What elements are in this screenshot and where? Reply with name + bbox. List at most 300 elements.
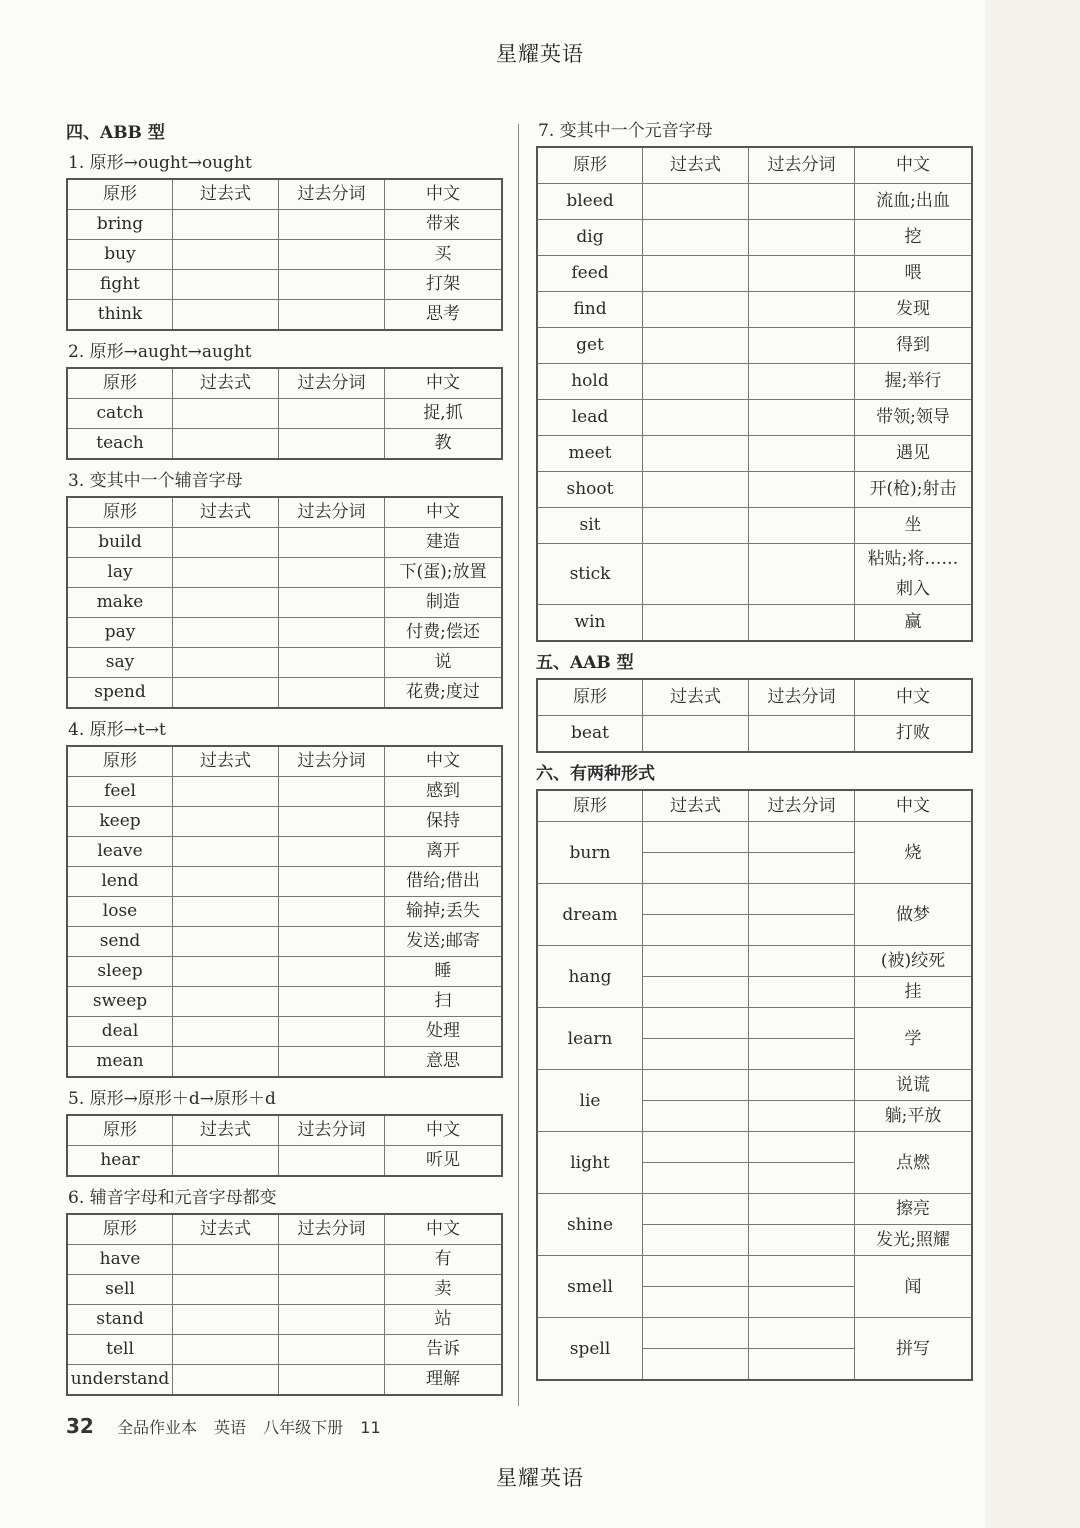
past-participle-blank[interactable] bbox=[279, 240, 385, 270]
base-form-cell: sell bbox=[67, 1275, 173, 1305]
verb-table bbox=[536, 146, 973, 642]
chinese-meaning-cell: 发光;照耀 bbox=[855, 1225, 973, 1256]
base-form-cell: shine bbox=[537, 1194, 643, 1256]
base-form-cell: win bbox=[537, 605, 643, 642]
past-tense-blank[interactable] bbox=[643, 292, 749, 328]
table-header-row bbox=[67, 497, 502, 528]
base-form-cell: get bbox=[537, 328, 643, 364]
past-participle-blank[interactable] bbox=[749, 184, 855, 220]
chinese-meaning-cell: 教 bbox=[385, 429, 503, 460]
past-participle-blank[interactable] bbox=[749, 292, 855, 328]
past-tense-blank[interactable] bbox=[173, 807, 279, 837]
chinese-meaning-cell: 坐 bbox=[855, 508, 973, 544]
past-participle-blank[interactable] bbox=[749, 1039, 855, 1070]
chinese-meaning-cell: 带领;领导 bbox=[855, 400, 973, 436]
table-row bbox=[67, 1017, 502, 1047]
table-header-row bbox=[67, 179, 502, 210]
base-form-cell: meet bbox=[537, 436, 643, 472]
base-form-cell: spend bbox=[67, 678, 173, 709]
past-tense-blank[interactable] bbox=[643, 822, 749, 853]
past-tense-blank[interactable] bbox=[643, 605, 749, 642]
watermark-top: 星耀英语 bbox=[496, 42, 584, 66]
header-cell: 过去分词 bbox=[279, 1115, 385, 1146]
chinese-meaning-cell: 花费;度过 bbox=[385, 678, 503, 709]
past-tense-blank[interactable] bbox=[173, 240, 279, 270]
past-participle-blank[interactable] bbox=[749, 605, 855, 642]
table-row bbox=[67, 240, 502, 270]
past-tense-blank[interactable] bbox=[643, 915, 749, 946]
chinese-meaning-cell: 意思 bbox=[385, 1047, 503, 1078]
header-cell: 原形 bbox=[537, 147, 643, 184]
base-form-cell: bleed bbox=[537, 184, 643, 220]
table-row bbox=[537, 508, 972, 544]
past-participle-blank[interactable] bbox=[279, 1245, 385, 1275]
table-row bbox=[67, 867, 502, 897]
table-row bbox=[537, 884, 972, 915]
past-tense-blank[interactable] bbox=[643, 436, 749, 472]
base-form-cell: sit bbox=[537, 508, 643, 544]
table-row bbox=[67, 528, 502, 558]
past-participle-blank[interactable] bbox=[279, 777, 385, 807]
past-participle-blank[interactable] bbox=[279, 1305, 385, 1335]
past-participle-blank[interactable] bbox=[749, 822, 855, 853]
past-participle-blank[interactable] bbox=[279, 1146, 385, 1177]
header-cell: 中文 bbox=[385, 368, 503, 399]
header-cell: 中文 bbox=[385, 746, 503, 777]
past-tense-blank[interactable] bbox=[173, 399, 279, 429]
past-participle-blank[interactable] bbox=[749, 436, 855, 472]
past-participle-blank[interactable] bbox=[279, 1275, 385, 1305]
past-tense-blank[interactable] bbox=[173, 897, 279, 927]
past-participle-blank[interactable] bbox=[749, 1349, 855, 1381]
past-tense-blank[interactable] bbox=[643, 977, 749, 1008]
table-row bbox=[67, 678, 502, 709]
past-tense-blank[interactable] bbox=[643, 1194, 749, 1225]
past-participle-blank[interactable] bbox=[749, 1008, 855, 1039]
past-tense-blank[interactable] bbox=[643, 1225, 749, 1256]
base-form-cell: beat bbox=[537, 716, 643, 753]
past-tense-blank[interactable] bbox=[643, 1039, 749, 1070]
table-row bbox=[67, 618, 502, 648]
base-form-cell: pay bbox=[67, 618, 173, 648]
chinese-meaning-cell: 闻 bbox=[855, 1256, 973, 1318]
base-form-cell: hold bbox=[537, 364, 643, 400]
past-tense-blank[interactable] bbox=[643, 1349, 749, 1381]
section-title-aab: 五、AAB 型 bbox=[536, 653, 634, 673]
past-participle-blank[interactable] bbox=[749, 364, 855, 400]
past-tense-blank[interactable] bbox=[643, 1318, 749, 1349]
chinese-meaning-cell: 发送;邮寄 bbox=[385, 927, 503, 957]
chinese-meaning-cell: 擦亮 bbox=[855, 1194, 973, 1225]
table-row bbox=[537, 220, 972, 256]
header-cell: 过去分词 bbox=[279, 368, 385, 399]
chinese-meaning-cell: 喂 bbox=[855, 256, 973, 292]
table-row bbox=[537, 544, 972, 575]
table-row bbox=[67, 1365, 502, 1396]
past-tense-blank[interactable] bbox=[643, 853, 749, 884]
chinese-meaning-cell: 挖 bbox=[855, 220, 973, 256]
past-tense-blank[interactable] bbox=[173, 648, 279, 678]
section-title-abb: 四、ABB 型 bbox=[66, 123, 165, 143]
base-form-cell: mean bbox=[67, 1047, 173, 1078]
chinese-meaning-cell: 做梦 bbox=[855, 884, 973, 946]
table-row bbox=[537, 472, 972, 508]
past-participle-blank[interactable] bbox=[279, 837, 385, 867]
table-header-row bbox=[67, 1115, 502, 1146]
table-row bbox=[67, 987, 502, 1017]
base-form-cell: buy bbox=[67, 240, 173, 270]
past-participle-blank[interactable] bbox=[279, 1335, 385, 1365]
chinese-meaning-cell: 告诉 bbox=[385, 1335, 503, 1365]
table-row bbox=[67, 897, 502, 927]
base-form-cell: sweep bbox=[67, 987, 173, 1017]
chinese-meaning-cell: 保持 bbox=[385, 807, 503, 837]
past-participle-blank[interactable] bbox=[279, 558, 385, 588]
table-row bbox=[537, 716, 972, 753]
past-tense-blank[interactable] bbox=[643, 544, 749, 605]
base-form-cell: lend bbox=[67, 867, 173, 897]
header-cell: 过去分词 bbox=[749, 790, 855, 822]
base-form-cell: have bbox=[67, 1245, 173, 1275]
table-row bbox=[67, 1047, 502, 1078]
past-tense-blank[interactable] bbox=[643, 884, 749, 915]
past-participle-blank[interactable] bbox=[749, 716, 855, 753]
header-cell: 原形 bbox=[67, 497, 173, 528]
past-participle-blank[interactable] bbox=[749, 1287, 855, 1318]
past-participle-blank[interactable] bbox=[749, 1256, 855, 1287]
past-participle-blank[interactable] bbox=[749, 1101, 855, 1132]
right-column bbox=[536, 116, 970, 1387]
base-form-cell: learn bbox=[537, 1008, 643, 1070]
table-row bbox=[67, 837, 502, 867]
chinese-meaning-cell: 卖 bbox=[385, 1275, 503, 1305]
past-participle-blank[interactable] bbox=[279, 429, 385, 460]
past-tense-blank[interactable] bbox=[173, 1365, 279, 1396]
past-participle-blank[interactable] bbox=[749, 256, 855, 292]
base-form-cell: tell bbox=[67, 1335, 173, 1365]
chinese-meaning-cell: 打败 bbox=[855, 716, 973, 753]
base-form-cell: stand bbox=[67, 1305, 173, 1335]
table-row bbox=[537, 256, 972, 292]
past-participle-blank[interactable] bbox=[749, 1225, 855, 1256]
verb-table bbox=[536, 789, 973, 1381]
past-tense-blank[interactable] bbox=[173, 867, 279, 897]
header-cell: 过去分词 bbox=[279, 179, 385, 210]
base-form-cell: deal bbox=[67, 1017, 173, 1047]
verb-table bbox=[66, 1114, 503, 1177]
past-participle-blank[interactable] bbox=[749, 1194, 855, 1225]
table-row bbox=[537, 605, 972, 642]
past-participle-blank[interactable] bbox=[279, 987, 385, 1017]
base-form-cell: feed bbox=[537, 256, 643, 292]
past-tense-blank[interactable] bbox=[173, 1245, 279, 1275]
chinese-meaning-cell: 发现 bbox=[855, 292, 973, 328]
past-participle-blank[interactable] bbox=[279, 807, 385, 837]
group-title: 3. 变其中一个辅音字母 bbox=[68, 471, 243, 491]
chinese-meaning-cell: 下(蛋);放置 bbox=[385, 558, 503, 588]
table-row bbox=[537, 1194, 972, 1225]
watermark-bottom: 星耀英语 bbox=[496, 1466, 584, 1490]
past-tense-blank[interactable] bbox=[643, 1101, 749, 1132]
past-participle-blank[interactable] bbox=[279, 399, 385, 429]
base-form-cell: hear bbox=[67, 1146, 173, 1177]
past-participle-blank[interactable] bbox=[279, 618, 385, 648]
chinese-meaning-cell: 输掉;丢失 bbox=[385, 897, 503, 927]
chinese-meaning-cell: (被)绞死 bbox=[855, 946, 973, 977]
table-row bbox=[537, 822, 972, 853]
past-participle-blank[interactable] bbox=[749, 544, 855, 605]
group-title: 7. 变其中一个元音字母 bbox=[538, 121, 713, 141]
table-row bbox=[67, 927, 502, 957]
chinese-meaning-cell: 思考 bbox=[385, 300, 503, 331]
past-tense-blank[interactable] bbox=[643, 364, 749, 400]
header-cell: 过去式 bbox=[173, 1214, 279, 1245]
past-participle-blank[interactable] bbox=[749, 946, 855, 977]
table-header-row bbox=[67, 746, 502, 777]
chinese-meaning-cell: 说谎 bbox=[855, 1070, 973, 1101]
chinese-meaning-cell: 刺入 bbox=[855, 574, 973, 605]
past-participle-blank[interactable] bbox=[279, 270, 385, 300]
past-participle-blank[interactable] bbox=[279, 1047, 385, 1078]
past-participle-blank[interactable] bbox=[279, 1017, 385, 1047]
header-cell: 中文 bbox=[855, 790, 973, 822]
base-form-cell: send bbox=[67, 927, 173, 957]
past-participle-blank[interactable] bbox=[279, 588, 385, 618]
past-tense-blank[interactable] bbox=[643, 1070, 749, 1101]
base-form-cell: understand bbox=[67, 1365, 173, 1396]
table-row bbox=[67, 1275, 502, 1305]
base-form-cell: catch bbox=[67, 399, 173, 429]
past-participle-blank[interactable] bbox=[279, 300, 385, 331]
base-form-cell: lie bbox=[537, 1070, 643, 1132]
past-participle-blank[interactable] bbox=[279, 210, 385, 240]
past-tense-blank[interactable] bbox=[173, 678, 279, 709]
chinese-meaning-cell: 买 bbox=[385, 240, 503, 270]
chinese-meaning-cell: 说 bbox=[385, 648, 503, 678]
past-participle-blank[interactable] bbox=[749, 1070, 855, 1101]
chinese-meaning-cell: 打架 bbox=[385, 270, 503, 300]
unit-number: 11 bbox=[360, 1418, 381, 1437]
base-form-cell: bring bbox=[67, 210, 173, 240]
past-tense-blank[interactable] bbox=[643, 716, 749, 753]
past-tense-blank[interactable] bbox=[173, 1305, 279, 1335]
past-participle-blank[interactable] bbox=[749, 508, 855, 544]
grade-name: 八年级下册 bbox=[263, 1418, 344, 1437]
header-cell: 原形 bbox=[537, 790, 643, 822]
past-tense-blank[interactable] bbox=[173, 210, 279, 240]
table-row bbox=[67, 1305, 502, 1335]
past-participle-blank[interactable] bbox=[749, 220, 855, 256]
table-row bbox=[67, 210, 502, 240]
past-participle-blank[interactable] bbox=[279, 528, 385, 558]
past-tense-blank[interactable] bbox=[643, 1287, 749, 1318]
past-tense-blank[interactable] bbox=[173, 558, 279, 588]
header-cell: 原形 bbox=[537, 679, 643, 716]
verb-table bbox=[536, 678, 973, 753]
past-tense-blank[interactable] bbox=[643, 220, 749, 256]
header-cell: 过去分词 bbox=[279, 497, 385, 528]
table-row bbox=[537, 292, 972, 328]
verb-table bbox=[66, 1213, 503, 1396]
table-row bbox=[537, 1008, 972, 1039]
header-cell: 中文 bbox=[385, 1214, 503, 1245]
header-cell: 原形 bbox=[67, 746, 173, 777]
chinese-meaning-cell: 开(枪);射击 bbox=[855, 472, 973, 508]
table-row bbox=[67, 429, 502, 460]
header-cell: 过去式 bbox=[643, 790, 749, 822]
chinese-meaning-cell: 赢 bbox=[855, 605, 973, 642]
base-form-cell: dream bbox=[537, 884, 643, 946]
header-cell: 原形 bbox=[67, 368, 173, 399]
base-form-cell: lose bbox=[67, 897, 173, 927]
chinese-meaning-cell: 睡 bbox=[385, 957, 503, 987]
table-row bbox=[537, 946, 972, 977]
table-header-row bbox=[537, 679, 972, 716]
past-participle-blank[interactable] bbox=[749, 400, 855, 436]
table-row bbox=[67, 270, 502, 300]
base-form-cell: say bbox=[67, 648, 173, 678]
base-form-cell: build bbox=[67, 528, 173, 558]
past-tense-blank[interactable] bbox=[643, 508, 749, 544]
table-row bbox=[537, 364, 972, 400]
past-tense-blank[interactable] bbox=[643, 1163, 749, 1194]
past-participle-blank[interactable] bbox=[279, 1365, 385, 1396]
chinese-meaning-cell: 握;举行 bbox=[855, 364, 973, 400]
past-participle-blank[interactable] bbox=[279, 897, 385, 927]
past-tense-blank[interactable] bbox=[643, 1008, 749, 1039]
past-tense-blank[interactable] bbox=[173, 1047, 279, 1078]
past-participle-blank[interactable] bbox=[279, 678, 385, 709]
past-tense-blank[interactable] bbox=[173, 270, 279, 300]
past-tense-blank[interactable] bbox=[643, 1256, 749, 1287]
table-row bbox=[67, 1245, 502, 1275]
base-form-cell: light bbox=[537, 1132, 643, 1194]
base-form-cell: find bbox=[537, 292, 643, 328]
past-tense-blank[interactable] bbox=[173, 1146, 279, 1177]
chinese-meaning-cell: 站 bbox=[385, 1305, 503, 1335]
past-participle-blank[interactable] bbox=[279, 648, 385, 678]
chinese-meaning-cell: 遇见 bbox=[855, 436, 973, 472]
table-row bbox=[67, 648, 502, 678]
base-form-cell: spell bbox=[537, 1318, 643, 1381]
base-form-cell: leave bbox=[67, 837, 173, 867]
header-cell: 过去式 bbox=[173, 746, 279, 777]
header-cell: 中文 bbox=[855, 679, 973, 716]
past-participle-blank[interactable] bbox=[749, 915, 855, 946]
header-cell: 过去式 bbox=[173, 1115, 279, 1146]
past-tense-blank[interactable] bbox=[173, 300, 279, 331]
past-tense-blank[interactable] bbox=[643, 184, 749, 220]
past-participle-blank[interactable] bbox=[749, 1163, 855, 1194]
past-tense-blank[interactable] bbox=[643, 946, 749, 977]
past-tense-blank[interactable] bbox=[173, 1335, 279, 1365]
verb-table bbox=[66, 178, 503, 331]
chinese-meaning-cell: 挂 bbox=[855, 977, 973, 1008]
chinese-meaning-cell: 点燃 bbox=[855, 1132, 973, 1194]
table-row bbox=[67, 807, 502, 837]
page-number: 32 bbox=[66, 1414, 94, 1438]
header-cell: 原形 bbox=[67, 1115, 173, 1146]
past-participle-blank[interactable] bbox=[749, 884, 855, 915]
past-participle-blank[interactable] bbox=[749, 977, 855, 1008]
past-tense-blank[interactable] bbox=[173, 1275, 279, 1305]
past-tense-blank[interactable] bbox=[173, 429, 279, 460]
past-tense-blank[interactable] bbox=[173, 588, 279, 618]
chinese-meaning-cell: 借给;借出 bbox=[385, 867, 503, 897]
group-title: 4. 原形→t→t bbox=[68, 720, 166, 740]
past-tense-blank[interactable] bbox=[173, 927, 279, 957]
chinese-meaning-cell: 理解 bbox=[385, 1365, 503, 1396]
past-tense-blank[interactable] bbox=[643, 400, 749, 436]
table-row bbox=[537, 436, 972, 472]
table-header-row bbox=[537, 147, 972, 184]
table-header-row bbox=[67, 368, 502, 399]
past-participle-blank[interactable] bbox=[279, 927, 385, 957]
base-form-cell: lead bbox=[537, 400, 643, 436]
past-tense-blank[interactable] bbox=[173, 777, 279, 807]
table-row bbox=[67, 300, 502, 331]
past-tense-blank[interactable] bbox=[173, 987, 279, 1017]
table-row bbox=[67, 1146, 502, 1177]
book-name: 全品作业本 bbox=[116, 1418, 197, 1437]
past-tense-blank[interactable] bbox=[173, 837, 279, 867]
base-form-cell: lay bbox=[67, 558, 173, 588]
header-cell: 中文 bbox=[855, 147, 973, 184]
past-tense-blank[interactable] bbox=[173, 1017, 279, 1047]
past-participle-blank[interactable] bbox=[749, 1318, 855, 1349]
base-form-cell: teach bbox=[67, 429, 173, 460]
past-tense-blank[interactable] bbox=[173, 618, 279, 648]
header-cell: 过去式 bbox=[173, 179, 279, 210]
header-cell: 过去式 bbox=[643, 679, 749, 716]
past-participle-blank[interactable] bbox=[749, 472, 855, 508]
past-participle-blank[interactable] bbox=[279, 957, 385, 987]
past-tense-blank[interactable] bbox=[643, 256, 749, 292]
chinese-meaning-cell: 有 bbox=[385, 1245, 503, 1275]
base-form-cell: feel bbox=[67, 777, 173, 807]
past-tense-blank[interactable] bbox=[173, 528, 279, 558]
base-form-cell: fight bbox=[67, 270, 173, 300]
table-row bbox=[67, 558, 502, 588]
table-row bbox=[537, 328, 972, 364]
section-title-two-forms: 六、有两种形式 bbox=[536, 764, 655, 784]
chinese-meaning-cell: 处理 bbox=[385, 1017, 503, 1047]
past-participle-blank[interactable] bbox=[279, 867, 385, 897]
past-tense-blank[interactable] bbox=[643, 1132, 749, 1163]
subject-name: 英语 bbox=[214, 1418, 247, 1437]
past-participle-blank[interactable] bbox=[749, 853, 855, 884]
table-header-row bbox=[67, 1214, 502, 1245]
header-cell: 过去分词 bbox=[749, 679, 855, 716]
base-form-cell: dig bbox=[537, 220, 643, 256]
base-form-cell: think bbox=[67, 300, 173, 331]
base-form-cell: make bbox=[67, 588, 173, 618]
past-tense-blank[interactable] bbox=[643, 472, 749, 508]
past-participle-blank[interactable] bbox=[749, 328, 855, 364]
table-row bbox=[537, 1256, 972, 1287]
past-participle-blank[interactable] bbox=[749, 1132, 855, 1163]
table-row bbox=[67, 957, 502, 987]
past-tense-blank[interactable] bbox=[643, 328, 749, 364]
past-tense-blank[interactable] bbox=[173, 957, 279, 987]
chinese-meaning-cell: 躺;平放 bbox=[855, 1101, 973, 1132]
header-cell: 中文 bbox=[385, 497, 503, 528]
table-row bbox=[537, 184, 972, 220]
chinese-meaning-cell: 付费;偿还 bbox=[385, 618, 503, 648]
chinese-meaning-cell: 得到 bbox=[855, 328, 973, 364]
base-form-cell: stick bbox=[537, 544, 643, 605]
chinese-meaning-cell: 离开 bbox=[385, 837, 503, 867]
